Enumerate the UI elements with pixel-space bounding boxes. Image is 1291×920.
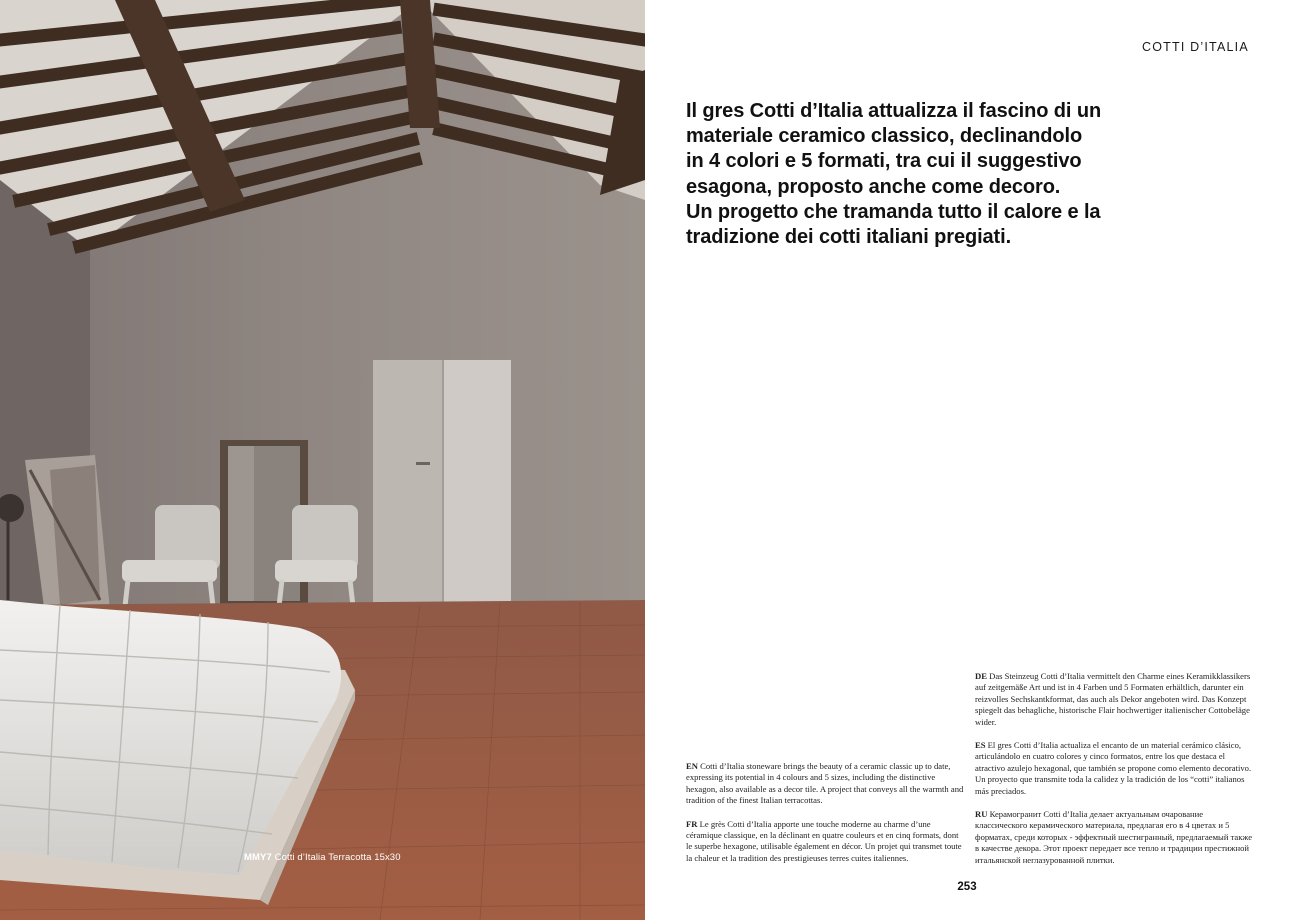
brand-header: COTTI D’ITALIA (1142, 40, 1249, 54)
headline-line: Il gres Cotti d’Italia attualizza il fascino di un (686, 100, 1102, 122)
lang-code-es: ES (975, 740, 986, 751)
translation-ru (975, 809, 1255, 866)
translation-fr-text: Le grès Cotti d’Italia apporte une touche moderne au charme d’une céramique classique, en la déclinant en quatre couleurs et en cinq formats, dont le superbe hexagone, utilisable également en décor. Un projet qui transmet toute la chaleur et la tradition des prestigieuses terres cuites italiennes. (686, 818, 962, 863)
translations-column-right (975, 671, 1255, 878)
headline (686, 99, 1156, 250)
translation-en (686, 761, 964, 807)
interior-photo (0, 0, 645, 920)
translation-fr (686, 819, 964, 865)
bedroom-illustration (0, 0, 645, 920)
headline-line: tradizione dei cotti italiani pregiati. (686, 226, 1012, 249)
translation-de-text: Das Steinzeug Cotti d’Italia vermittelt den Charme eines Keramikklassikers auf zeitgemäße Art und ist in 4 Farben und 5 Formaten erhältlich, darunter ein reizvolles Sechskantkformat, das auch als Dekor angeboten wird. Das Konzept spiegelt das behagliche, historische Flair hochwertiger italienischer Cottobeläge wider. (975, 671, 1251, 727)
lang-code-de: DE (975, 671, 987, 681)
translation-es (975, 740, 1255, 797)
translations-column-left (686, 761, 964, 876)
translation-es-text: El gres Cotti d’Italia actualiza el encanto de un material cerámico clásico, articulándolo en cuatro colores y cinco formatos, entre los que destaca el atractivo azulejo hexagonal, que también se propone como elemento decorativo. Un proyecto que transmite toda la calidez y la tradición de los “cotti” italianos más preciados. (975, 740, 1252, 796)
lang-code-fr: FR (686, 818, 698, 829)
photo-caption (244, 852, 401, 863)
lang-code-en: EN (686, 761, 698, 771)
lang-code-ru: RU (975, 809, 988, 820)
caption-text: Cotti d’Italia Terracotta 15x30 (274, 852, 401, 863)
translation-de (975, 671, 1255, 728)
headline-line: in 4 colori e 5 formati, tra cui il suggestivo (686, 150, 1082, 173)
headline-line: materiale ceramico classico, declinandolo (686, 125, 1083, 148)
caption-code: MMY7 (244, 852, 272, 863)
headline-line: esagona, proposto anche come decoro. (686, 175, 1061, 198)
translation-en-text: Cotti d’Italia stoneware brings the beauty of a ceramic classic up to date, expressing its potential in 4 colours and 5 sizes, including the distinctive hexagon, also available as a decor tile. A project that conveys all the warmth and tradition of the finest Italian terracottas. (686, 761, 964, 806)
headline-line: Un progetto che tramanda tutto il calore e la (686, 200, 1101, 223)
page-number: 253 (957, 881, 977, 893)
translation-ru-text: Керамогранит Cotti d’Italia делает актуальным очарование классического керамического материала, предлагая его в 4 цветах и 5 форматах, среди которых - эффектный шестигранный, предлагаемый также в качестве декора. Этот проект передает все тепло и традиции престижной итальянской неглазурованной плитки. (975, 809, 1253, 865)
